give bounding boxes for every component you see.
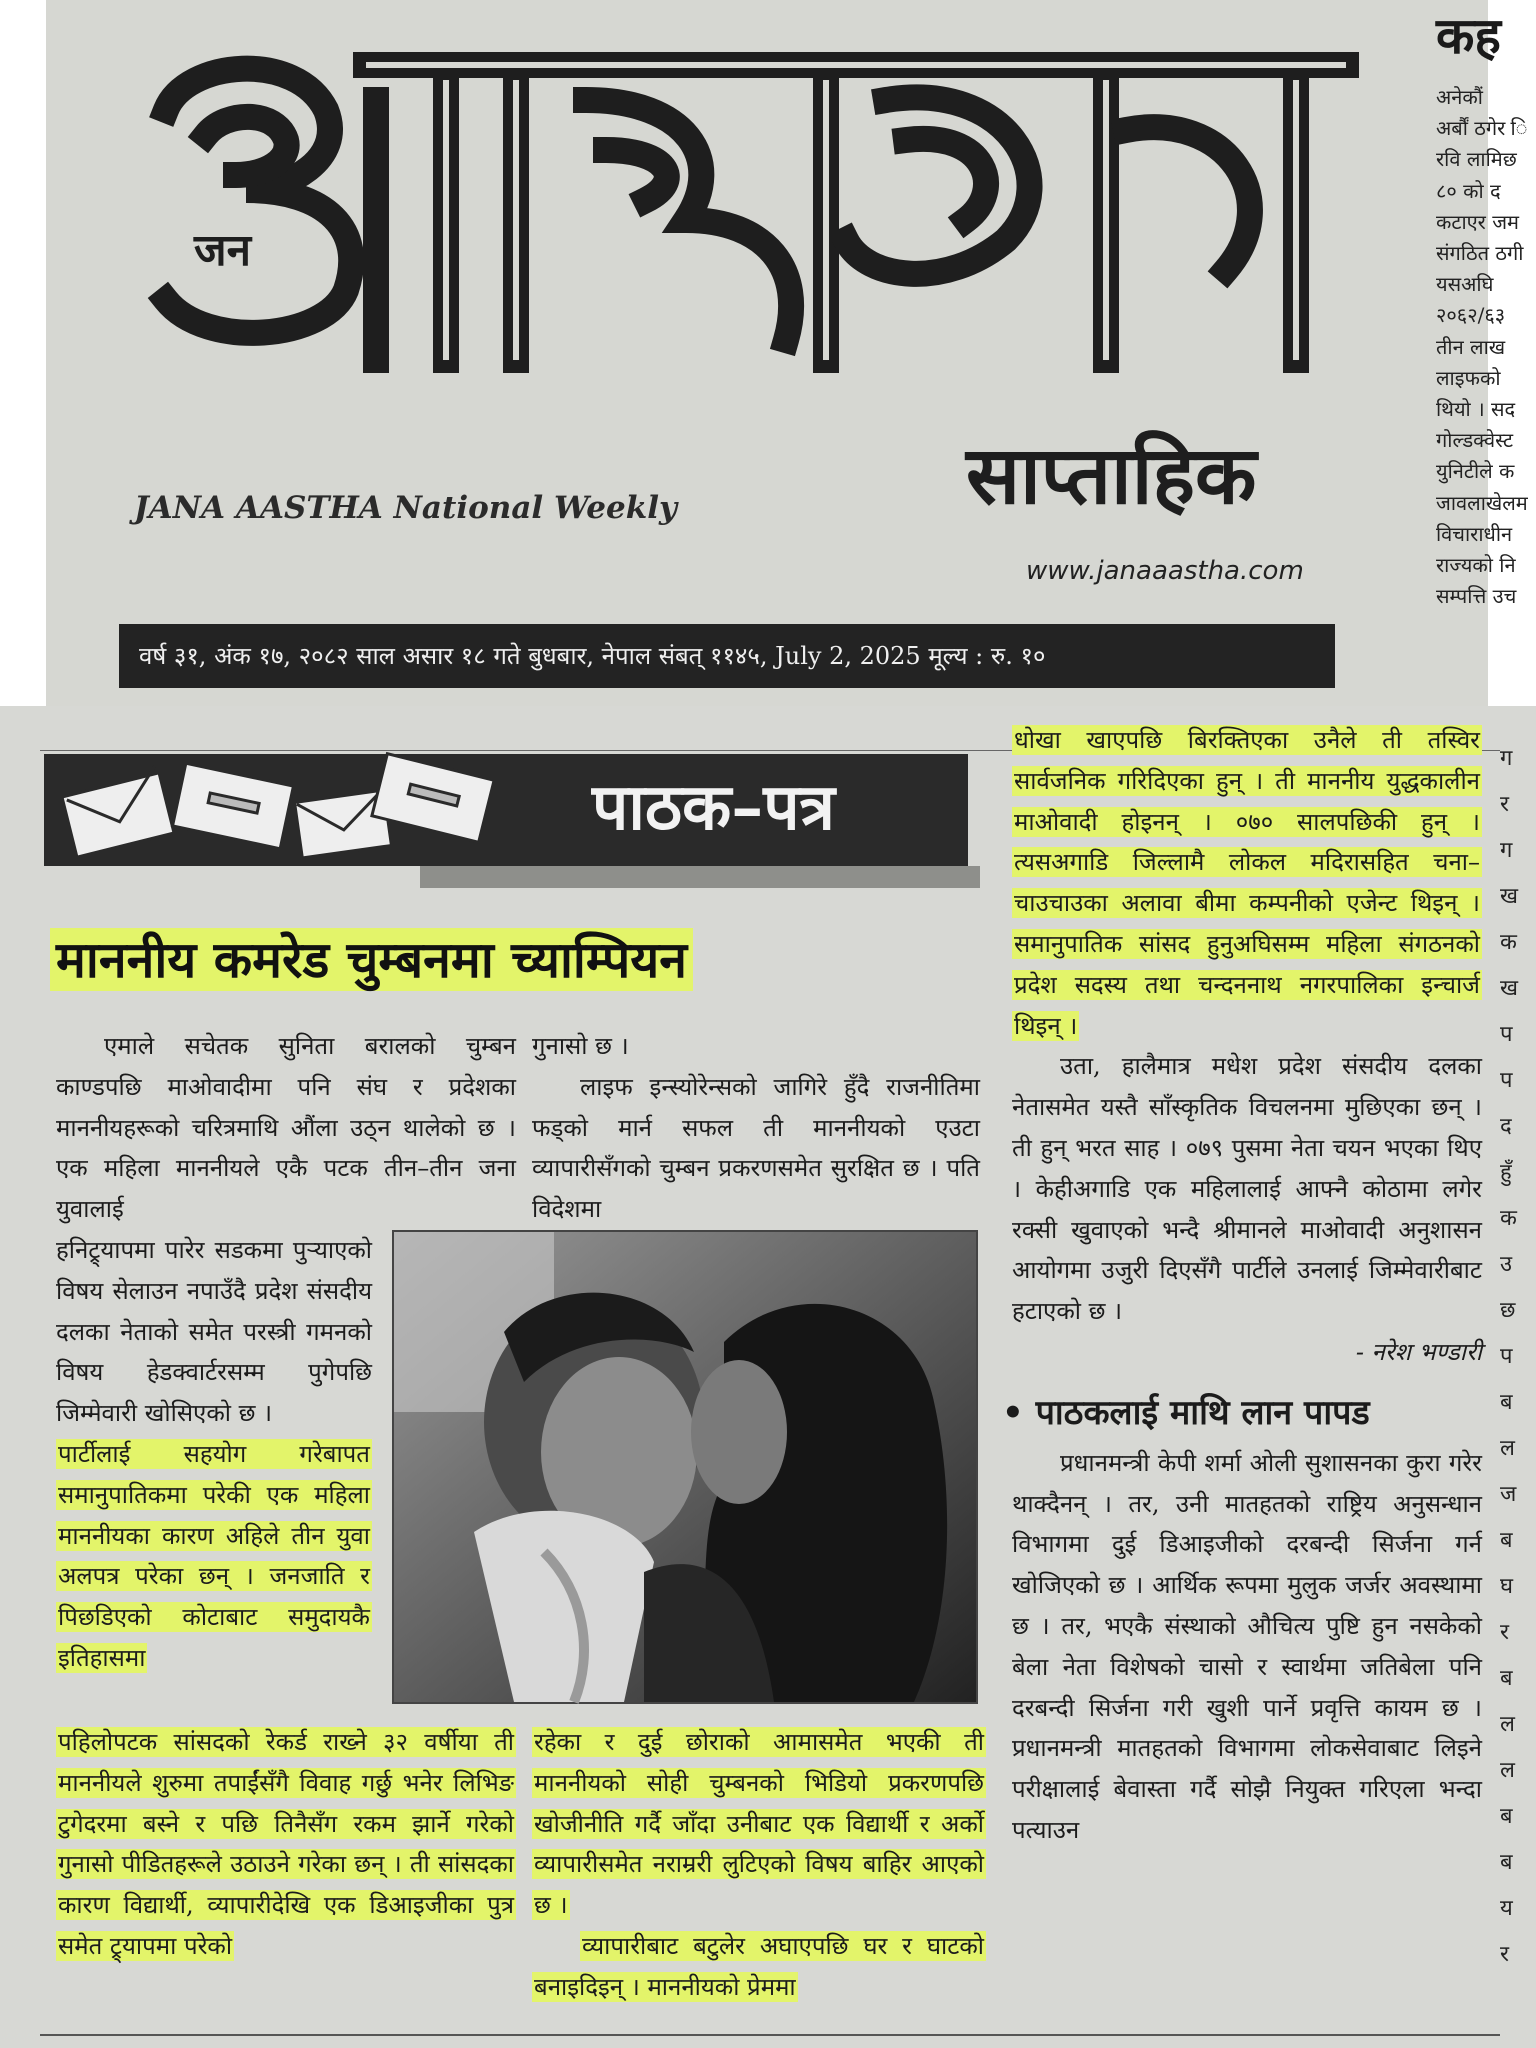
side-column-line: यसअघि: [1436, 272, 1494, 297]
sub-article-headline: • पाठकलाई माथि लान पापड: [1002, 1392, 1370, 1433]
edge-column-fragment: र: [1500, 1942, 1509, 1967]
edge-column-fragment: क: [1500, 930, 1517, 955]
article-column-1-narrow: [56, 1230, 372, 1679]
divider-line: [40, 2034, 1500, 2036]
highlighted-passage: पहिलोपटक सांसदको रेकर्ड राख्ने ३२ वर्षीया ती माननीयले शुरुमा तपाईंसँगै विवाह गर्छु भनेर लिभिङ टुगेदरमा बस्ने र पछि तिनैसँग रकम झार्ने गरेको गुनासो पीडितहरूले उठाउने गरेका छन् । ती सांसदका कारण विद्यार्थी, व्यापारीदेखि एक डिआइजीका पुत्र समेत ट्र्यापमा परेको: [58, 1728, 514, 1960]
edge-column-fragment: ख: [1500, 976, 1518, 1001]
edge-column-fragment: ब: [1500, 1666, 1513, 1691]
side-column-lines: [1436, 82, 1528, 612]
svg-text:आस्था: आस्था: [126, 25, 163, 44]
side-column-line: सम्पत्ति उच: [1436, 584, 1517, 609]
masthead-prefix: जन: [194, 225, 252, 276]
edge-column-fragment: प: [1500, 1022, 1513, 1047]
side-column-line: जावलाखेलम: [1436, 490, 1528, 515]
edge-column-fragment: छ: [1500, 1298, 1516, 1323]
article-column-2: [532, 1026, 980, 1230]
side-column-line: ८० को द: [1436, 178, 1501, 203]
article-paragraph: उता, हालैमात्र मधेश प्रदेश संसदीय दलका नेतासमेत यस्तै साँस्कृतिक विचलनमा मुछिएका छन् । ती हुन् भरत साह । ०७९ पुसमा नेता चयन भएका थिए । केहीअगाडि एक महिलालाई आफ्नै कोठामा लगेर रक्सी खुवाएको भन्दै श्रीमानले माओवादी अनुशासन आयोगमा उजुरी दिएसँगै पार्टीले उनलाई जिम्मेवारीबाट हटाएको छ ।: [1012, 1052, 1482, 1326]
side-column-line: रवि लामिछ: [1436, 147, 1517, 172]
highlighted-passage: व्यापारीबाट बटुलेर अघाएपछि घर र घाटको बनाइदिइन् । माननीयको प्रेममा: [534, 1931, 984, 2001]
side-column-line: लाइफको: [1436, 365, 1501, 390]
highlighted-passage: पार्टीलाई सहयोग गरेबापत समानुपातिकमा परेकी एक महिला माननीयका कारण अहिले तीन युवा अलपत्र परेका छन् । जनजाति र पिछडिएको कोटाबाट समुदायकै इतिहासमा: [58, 1439, 370, 1672]
edge-column-fragment: प: [1500, 1344, 1513, 1369]
side-column-line: तीन लाख: [1436, 334, 1506, 359]
edge-column-fragment: ग: [1500, 838, 1513, 863]
side-column-line: संगठित ठगी: [1436, 241, 1524, 266]
side-column-line: कटाएर जम: [1436, 209, 1520, 234]
edge-column-fragment: द: [1500, 1114, 1512, 1139]
article-headline-text: माननीय कमरेड चुम्बनमा च्याम्पियन: [50, 928, 693, 991]
side-column-line: अर्बौं ठगेर ि: [1436, 116, 1528, 141]
edge-column-fragment: क: [1500, 1206, 1517, 1231]
edge-column-fragment: ब: [1500, 1850, 1513, 1875]
edge-column-fragment: ज: [1500, 1482, 1517, 1507]
edge-column-clipping: [1500, 736, 1536, 1996]
article-paragraph: हनिट्र्यापमा पारेर सडकमा पुऱ्याएको विषय सेलाउन नपाउँदै प्रदेश संसदीय दलका नेताको समेत परस्त्री गमनको विषय हेडक्वार्टरसम्म पुगेपछि जिम्मेवारी खोसिएको छ ।: [56, 1236, 372, 1428]
envelope-icon: [58, 760, 578, 860]
article-photo: [392, 1230, 978, 1704]
article-paragraph: गुनासो छ ।: [532, 1032, 629, 1060]
edge-column-fragment: ब: [1500, 1528, 1513, 1553]
masthead: [46, 0, 1528, 706]
highlighted-passage: धोखा खाएपछि बिरक्तिएका उनैले ती तस्विर सार्वजनिक गरिदिएका हुन् । ती माननीय युद्धकालीन माओवादी होइनन् । ०७० सालपछिकी हुन् । त्यसअगाडि जिल्लामै लोकल मदिरासहित चना–चाउचाउका अलावा बीमा कम्पनीको एजेन्ट थिइन् । समानुपातिक सांसद हुनुअघिसम्म महिला संगठनको प्रदेश सदस्य तथा चन्दननाथ नगरपालिका इन्चार्ज थिइन् ।: [1014, 726, 1480, 1040]
side-column-clipping: [1430, 0, 1534, 706]
side-column-line: थियो । सद: [1436, 397, 1516, 422]
masthead-english-name: JANA AASTHA National Weekly: [134, 490, 677, 526]
article-column-2-lower: [532, 1722, 986, 2008]
edge-column-fragment: ल: [1500, 1712, 1515, 1737]
section-title: पाठक–पत्र: [592, 770, 835, 845]
edge-column-fragment: ख: [1500, 884, 1518, 909]
article-paragraph: एमाले सचेतक सुनिता बरालको चुम्बन काण्डपछि माओवादीमा पनि संघ र प्रदेशका माननीयहरूको चरित्रमाथि औंला उठ्न थालेको छ । एक महिला माननीयले एकै पटक तीन–तीन जना युवालाई: [56, 1032, 516, 1224]
article-column-1: [56, 1026, 516, 1230]
article-column-1-lower: [56, 1722, 516, 1967]
article-headline: [50, 924, 980, 996]
side-column-line: विचाराधीन: [1436, 521, 1513, 546]
side-column-line: अनेकौं: [1436, 85, 1483, 109]
edge-column-fragment: र: [1500, 1620, 1509, 1645]
edge-column-fragment: य: [1500, 1896, 1513, 1921]
side-column-line: राज्यको नि: [1436, 553, 1516, 578]
masthead-website[interactable]: www.janaaastha.com: [1026, 556, 1304, 586]
side-column-line: गोल्डक्वेस्ट: [1436, 428, 1514, 453]
edge-column-fragment: ब: [1500, 1390, 1513, 1415]
edge-column-fragment: र: [1500, 792, 1509, 817]
highlighted-passage: रहेका र दुई छोराको आमासमेत भएकी ती माननीयको सोही चुम्बनको भिडियो प्रकरणपछि खोजीनीति गर्दै जाँदा उनीबाट एक विद्यार्थी र अर्को व्यापारीसमेत नराम्ररी लुटिएको विषय बाहिर आएको छ ।: [534, 1728, 985, 1920]
side-column-line: २०६२/६३: [1436, 303, 1506, 328]
edge-column-fragment: उ: [1500, 1252, 1513, 1277]
edge-column-fragment: घ: [1500, 1574, 1514, 1599]
masthead-weekly-label: साप्ताहिक: [966, 428, 1257, 522]
edge-column-fragment: ल: [1500, 1758, 1515, 1783]
side-column-line: युनिटीले क: [1436, 459, 1515, 484]
side-column-heading: कह: [1436, 6, 1501, 65]
edge-column-fragment: हुँ: [1500, 1160, 1512, 1185]
edge-column-fragment: ग: [1500, 746, 1513, 771]
reader-letters-clipping: [0, 706, 1536, 2048]
edge-column-fragment: ल: [1500, 1436, 1515, 1461]
banner-shadow: [420, 866, 980, 888]
couple-kissing-photo: [394, 1232, 976, 1702]
jana-aastha-logo: [126, 25, 1356, 380]
article-paragraph: प्रधानमन्त्री केपी शर्मा ओली सुशासनका कुरा गरेर थाक्दैनन् । तर, उनी मातहतको राष्ट्रिय अनुसन्धान विभागमा दुई डिआइजीको दरबन्दी सिर्जना गर्न खोजिएको छ । आर्थिक रूपमा मुलुक जर्जर अवस्थामा छ । तर, भएकै संस्थाको औचित्य पुष्टि हुन नसकेको बेला नेता विशेषको चासो र स्वार्थमा जतिबेला पनि दरबन्दी सिर्जना गरी खुशी पार्ने प्रवृत्ति कायम छ । प्रधानमन्त्री मातहतको विभागमा लोकसेवाबाट लिइने परीक्षालाई बेवास्ता गर्दै सोझै नियुक्त गरिएला भन्दा पत्याउन: [1012, 1448, 1482, 1844]
article-paragraph: लाइफ इन्स्योरेन्सको जागिरे हुँदै राजनीतिमा फड्को मार्न सफल ती माननीयको एउटा व्यापारीसँगको चुम्बन प्रकरणसमेत सुरक्षित छ । पति विदेशमा: [532, 1072, 980, 1224]
article-column-3: [1002, 720, 1482, 1851]
article-byline: - नरेश भण्डारी: [1355, 1337, 1482, 1366]
section-banner: [44, 754, 968, 866]
edge-column-fragment: प: [1500, 1068, 1513, 1093]
issue-info-bar: वर्ष ३१, अंक १७, २०८२ साल असार १८ गते बुधबार, नेपाल संबत् ११४५, July 2, 2025 मूल्य : रु. १०: [119, 624, 1335, 688]
edge-column-fragment: ब: [1500, 1804, 1513, 1829]
